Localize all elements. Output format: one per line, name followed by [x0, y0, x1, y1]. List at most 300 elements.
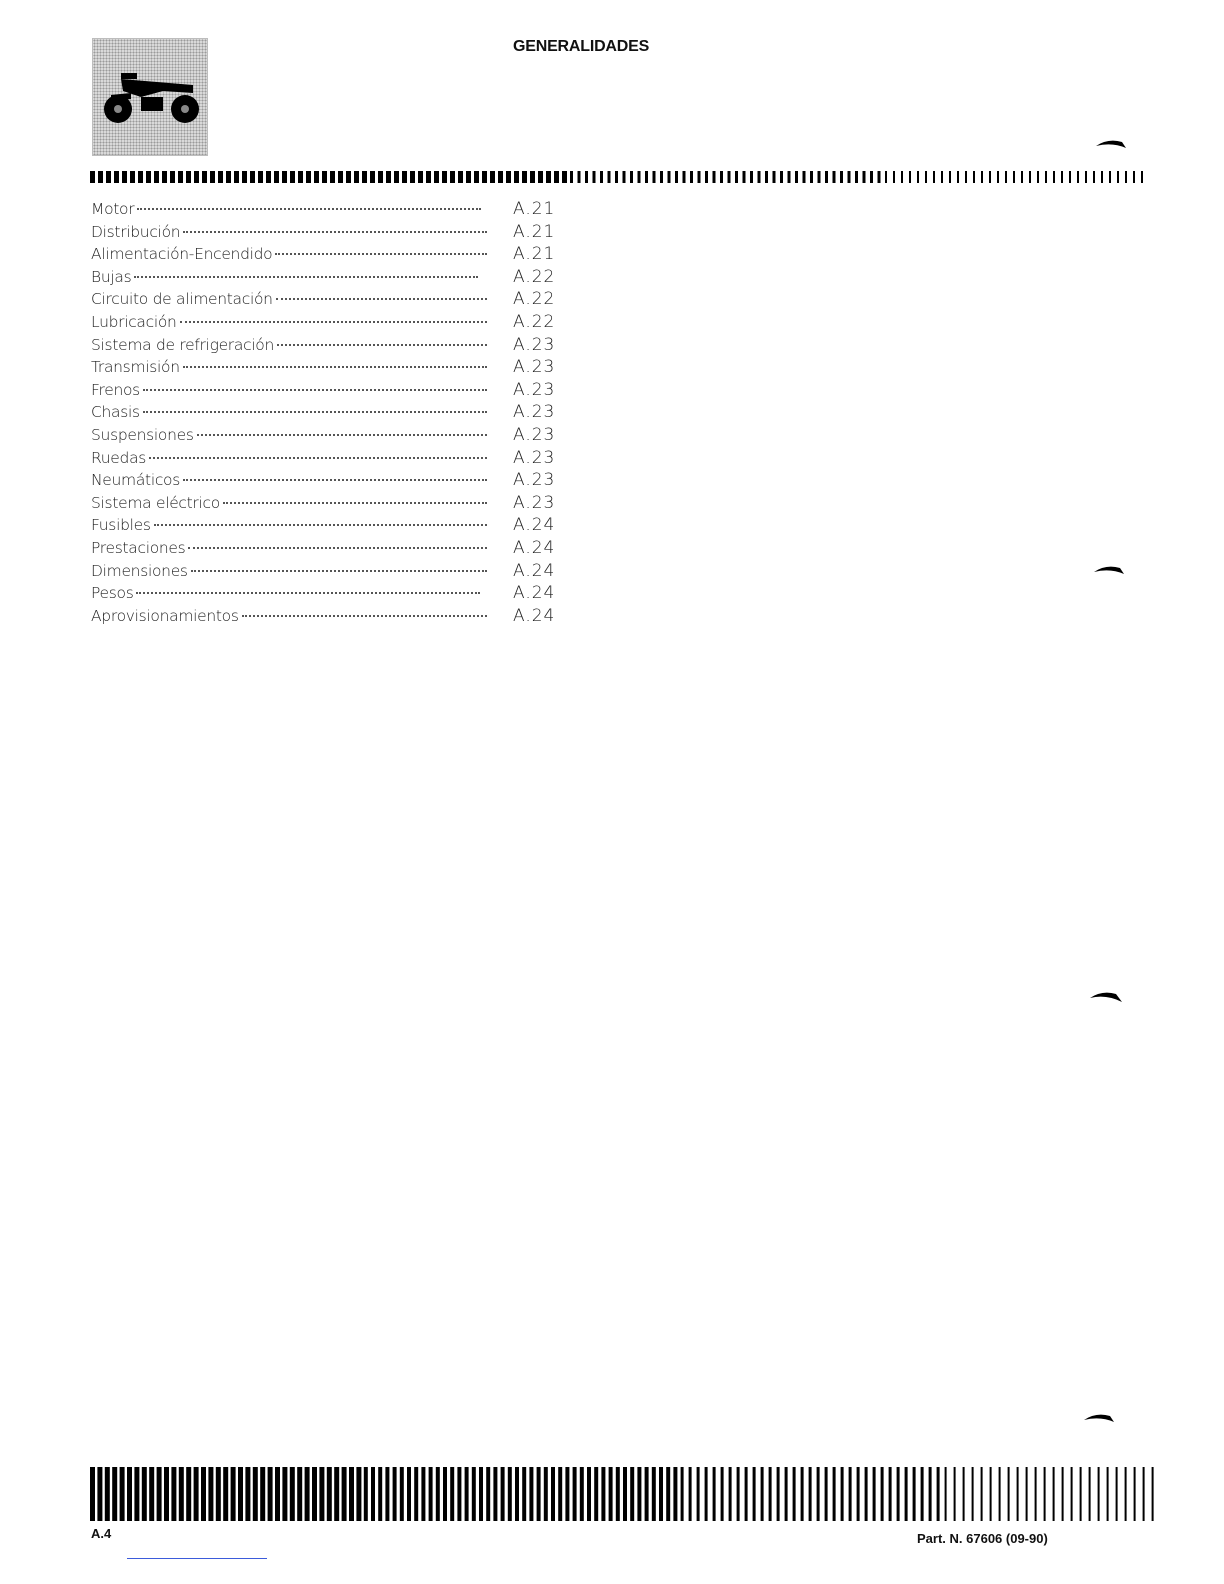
- rule-bar: [466, 171, 471, 183]
- rule-bar: [202, 171, 207, 183]
- rule-bar: [885, 171, 887, 183]
- logo-box: [92, 38, 208, 156]
- rule-bar: [434, 171, 439, 183]
- rule-bar: [925, 171, 927, 183]
- rule-bar: [645, 171, 648, 183]
- rule-bar: [1021, 171, 1023, 183]
- rule-bar: [773, 171, 776, 183]
- rule-bar: [170, 171, 175, 183]
- band-bar: [275, 1467, 280, 1521]
- rule-bar: [957, 171, 959, 183]
- band-bar: [761, 1467, 764, 1521]
- toc-entry-page: A.22: [513, 289, 556, 310]
- toc-entry-title: Lubricación: [91, 312, 177, 331]
- rule-bar: [1109, 171, 1111, 183]
- rule-bar: [690, 171, 693, 183]
- band-bar: [134, 1467, 139, 1521]
- rule-bar: [402, 171, 407, 183]
- rule-bar: [218, 171, 223, 183]
- band-bar: [721, 1467, 724, 1521]
- rule-bar: [788, 171, 791, 183]
- band-bar: [972, 1467, 974, 1521]
- toc-leader-dots: [183, 478, 487, 481]
- band-bar: [385, 1467, 389, 1521]
- band-bar: [689, 1467, 692, 1521]
- band-bar: [652, 1467, 656, 1521]
- rule-bar: [1133, 171, 1135, 183]
- band-bar: [873, 1467, 876, 1521]
- band-bar: [522, 1467, 526, 1521]
- band-bar: [105, 1467, 110, 1521]
- band-bar: [414, 1467, 418, 1521]
- band-bar: [705, 1467, 708, 1521]
- rule-bar: [973, 171, 975, 183]
- toc-entry: [91, 424, 556, 447]
- rule-bar: [234, 171, 239, 183]
- toc-leader-dots: [180, 320, 487, 323]
- rule-bar: [997, 171, 999, 183]
- rule-bar: [274, 171, 279, 183]
- band-bar: [112, 1467, 117, 1521]
- rule-bar: [498, 171, 503, 183]
- band-bar: [1134, 1467, 1136, 1521]
- toc-leader-dots: [188, 546, 487, 549]
- rule-bar: [765, 171, 768, 183]
- band-bar: [260, 1467, 265, 1521]
- toc-entry: [91, 469, 556, 492]
- band-bar: [120, 1467, 125, 1521]
- band-bar: [889, 1467, 892, 1521]
- toc-entry-title: Sistema de refrigeración: [91, 335, 275, 354]
- registration-mark: [1082, 1410, 1118, 1424]
- rule-bar: [833, 171, 836, 183]
- band-bar: [231, 1467, 236, 1521]
- band-bar: [297, 1467, 302, 1521]
- rule-bar: [146, 171, 151, 183]
- band-bar: [849, 1467, 852, 1521]
- band-bar: [290, 1467, 295, 1521]
- band-bar: [937, 1467, 940, 1521]
- rule-bar: [1053, 171, 1055, 183]
- band-bar: [825, 1467, 828, 1521]
- band-bar: [238, 1467, 243, 1521]
- toc-leader-dots: [154, 523, 487, 526]
- rule-bar: [585, 171, 588, 183]
- rule-bar: [1141, 171, 1143, 183]
- rule-bar: [653, 171, 656, 183]
- toc-entry: [91, 198, 556, 221]
- toc-entry: [91, 605, 556, 628]
- rule-bar: [698, 171, 701, 183]
- toc-entry-page: A.21: [513, 199, 556, 219]
- rule-bar: [514, 171, 519, 183]
- toc-entry-title: Circuito de alimentación: [91, 290, 273, 309]
- toc-entry-title: Motor: [91, 200, 135, 218]
- rule-bar: [450, 171, 455, 183]
- toc-entry-title: Ruedas: [91, 448, 147, 467]
- band-bar: [97, 1467, 102, 1521]
- band-bar: [1062, 1467, 1064, 1521]
- rule-bar: [660, 171, 663, 183]
- band-bar: [157, 1467, 162, 1521]
- band-bar: [1053, 1467, 1055, 1521]
- band-bar: [645, 1467, 649, 1521]
- toc-entry-page: A.23: [513, 402, 556, 423]
- rule-bar: [810, 171, 813, 183]
- band-bar: [312, 1467, 317, 1521]
- toc-entry: [91, 582, 556, 605]
- band-bar: [529, 1467, 533, 1521]
- toc-entry: [91, 243, 556, 266]
- rule-bar: [1061, 171, 1063, 183]
- band-bar: [630, 1467, 634, 1521]
- toc-entry-page: A.23: [513, 470, 556, 491]
- rule-bar: [554, 171, 559, 183]
- band-bar: [865, 1467, 868, 1521]
- toc-entry-title: Neumáticos: [91, 471, 181, 490]
- band-bar: [1044, 1467, 1046, 1521]
- band-bar: [905, 1467, 908, 1521]
- rule-bar: [623, 171, 626, 183]
- rule-bar: [933, 171, 935, 183]
- toc-entry-title: Chasis: [91, 403, 140, 422]
- registration-mark: [1088, 988, 1126, 1004]
- rule-bar: [322, 171, 327, 183]
- band-bar: [881, 1467, 884, 1521]
- rule-bar: [720, 171, 723, 183]
- rule-bar: [186, 171, 191, 183]
- part-number: Part. N. 67606 (09-90): [917, 1531, 1048, 1546]
- band-bar: [897, 1467, 900, 1521]
- band-bar: [673, 1467, 677, 1521]
- toc-leader-dots: [143, 388, 487, 391]
- band-bar: [1116, 1467, 1118, 1521]
- band-bar: [945, 1467, 947, 1521]
- rule-bar: [989, 171, 991, 183]
- rule-bar: [306, 171, 311, 183]
- band-bar: [990, 1467, 992, 1521]
- toc-entry-page: A.24: [513, 560, 556, 581]
- toc-entry-title: Distribución: [91, 222, 181, 241]
- band-bar: [479, 1467, 483, 1521]
- rule-bar: [482, 171, 487, 183]
- toc-entry: [91, 221, 556, 244]
- band-bar: [981, 1467, 983, 1521]
- rule-bar: [1037, 171, 1039, 183]
- rule-bar: [578, 171, 581, 183]
- band-bar: [697, 1467, 700, 1521]
- rule-bar: [870, 171, 873, 183]
- rule-bar: [728, 171, 731, 183]
- band-bar: [713, 1467, 716, 1521]
- rule-bar: [474, 171, 479, 183]
- toc-entry-title: Prestaciones: [91, 538, 186, 557]
- rule-bar: [354, 171, 359, 183]
- band-bar: [921, 1467, 924, 1521]
- band-bar: [364, 1467, 368, 1521]
- rule-bar: [226, 171, 231, 183]
- rule-bar: [941, 171, 943, 183]
- rule-bar: [506, 171, 511, 183]
- toc-entry: [91, 288, 556, 311]
- rule-bar: [298, 171, 303, 183]
- band-bar: [208, 1467, 213, 1521]
- band-bar: [769, 1467, 772, 1521]
- rule-bar: [758, 171, 761, 183]
- band-bar: [90, 1467, 95, 1521]
- band-bar: [558, 1467, 562, 1521]
- band-bar: [659, 1467, 663, 1521]
- toc-entry-page: A.24: [513, 583, 556, 604]
- band-bar: [342, 1467, 347, 1521]
- band-bar: [1107, 1467, 1109, 1521]
- toc-entry-page: A.22: [513, 311, 556, 332]
- toc-entry: [91, 334, 556, 357]
- band-bar: [127, 1467, 132, 1521]
- toc-entry: [91, 560, 556, 583]
- toc-entry-title: Sistema eléctrico: [91, 493, 220, 512]
- band-bar: [833, 1467, 836, 1521]
- toc-entry: [91, 379, 556, 402]
- toc-leader-dots: [191, 569, 487, 572]
- rule-bar: [290, 171, 295, 183]
- rule-bar: [893, 171, 895, 183]
- band-bar: [349, 1467, 354, 1521]
- band-bar: [809, 1467, 812, 1521]
- band-bar: [201, 1467, 206, 1521]
- band-bar: [493, 1467, 497, 1521]
- rule-bar: [825, 171, 828, 183]
- toc-entry-page: A.23: [513, 334, 556, 355]
- toc-entry-page: A.23: [513, 447, 556, 468]
- rule-bar: [162, 171, 167, 183]
- toc-entry-title: Pesos: [91, 584, 134, 603]
- rule-bar: [546, 171, 551, 183]
- rule-bar: [562, 171, 567, 183]
- top-barcode-rule: [90, 170, 1150, 184]
- toc-entry: [91, 492, 556, 515]
- rule-bar: [675, 171, 678, 183]
- rule-bar: [250, 171, 255, 183]
- toc-entry: [91, 514, 556, 537]
- band-bar: [282, 1467, 287, 1521]
- rule-bar: [735, 171, 738, 183]
- band-bar: [729, 1467, 732, 1521]
- band-bar: [515, 1467, 519, 1521]
- rule-bar: [282, 171, 287, 183]
- band-bar: [450, 1467, 454, 1521]
- band-bar: [999, 1467, 1001, 1521]
- rule-bar: [917, 171, 919, 183]
- band-bar: [801, 1467, 804, 1521]
- band-bar: [1125, 1467, 1127, 1521]
- toc-entry: [91, 537, 556, 560]
- rule-bar: [98, 171, 103, 183]
- rule-bar: [1077, 171, 1079, 183]
- band-bar: [601, 1467, 605, 1521]
- rule-bar: [410, 171, 415, 183]
- toc-leader-dots: [276, 297, 487, 300]
- rule-bar: [668, 171, 671, 183]
- toc-entry-page: A.24: [513, 515, 556, 536]
- rule-bar: [1101, 171, 1103, 183]
- rule-bar: [713, 171, 716, 183]
- rule-bar: [426, 171, 431, 183]
- rule-bar: [258, 171, 263, 183]
- rule-bar: [194, 171, 199, 183]
- rule-bar: [848, 171, 851, 183]
- registration-mark: [1094, 136, 1130, 150]
- band-bar: [1089, 1467, 1091, 1521]
- band-bar: [913, 1467, 916, 1521]
- rule-bar: [1085, 171, 1087, 183]
- toc-entry-page: A.23: [513, 492, 556, 513]
- rule-bar: [266, 171, 271, 183]
- band-bar: [745, 1467, 748, 1521]
- rule-bar: [418, 171, 423, 183]
- bottom-barcode-band: [90, 1467, 1158, 1525]
- rule-bar: [965, 171, 967, 183]
- rule-bar: [818, 171, 821, 183]
- band-bar: [429, 1467, 433, 1521]
- band-bar: [929, 1467, 932, 1521]
- rule-bar: [210, 171, 215, 183]
- band-bar: [407, 1467, 411, 1521]
- toc-leader-dots: [136, 591, 480, 594]
- rule-bar: [795, 171, 798, 183]
- registration-mark: [1092, 562, 1128, 576]
- band-bar: [1008, 1467, 1010, 1521]
- toc-entry-title: Suspensiones: [91, 425, 194, 444]
- rule-bar: [743, 171, 746, 183]
- rule-bar: [803, 171, 806, 183]
- rule-bar: [130, 171, 135, 183]
- band-bar: [793, 1467, 796, 1521]
- rule-bar: [750, 171, 753, 183]
- rule-bar: [615, 171, 618, 183]
- toc-entry: [91, 356, 556, 379]
- rule-bar: [1005, 171, 1007, 183]
- band-bar: [216, 1467, 221, 1521]
- rule-bar: [442, 171, 447, 183]
- rule-bar: [1117, 171, 1119, 183]
- rule-bar: [370, 171, 375, 183]
- rule-bar: [90, 171, 95, 183]
- rule-bar: [314, 171, 319, 183]
- band-bar: [681, 1467, 684, 1521]
- band-bar: [149, 1467, 154, 1521]
- band-bar: [666, 1467, 670, 1521]
- band-bar: [537, 1467, 541, 1521]
- band-bar: [841, 1467, 844, 1521]
- band-bar: [356, 1467, 361, 1521]
- toc-entry: [91, 447, 556, 470]
- band-bar: [378, 1467, 382, 1521]
- rule-bar: [638, 171, 641, 183]
- toc-leader-dots: [275, 252, 487, 255]
- toc-leader-dots: [143, 410, 487, 413]
- rule-bar: [981, 171, 983, 183]
- band-bar: [1026, 1467, 1028, 1521]
- band-bar: [186, 1467, 191, 1521]
- rule-bar: [1029, 171, 1031, 183]
- rule-bar: [490, 171, 495, 183]
- band-bar: [179, 1467, 184, 1521]
- rule-bar: [1045, 171, 1047, 183]
- rule-bar: [114, 171, 119, 183]
- band-bar: [194, 1467, 199, 1521]
- rule-bar: [458, 171, 463, 183]
- rule-bar: [242, 171, 247, 183]
- rule-bar: [362, 171, 367, 183]
- rule-bar: [1093, 171, 1095, 183]
- band-bar: [371, 1467, 375, 1521]
- band-bar: [1143, 1467, 1145, 1521]
- rule-bar: [378, 171, 383, 183]
- rule-bar: [1069, 171, 1071, 183]
- page-number: A.4: [91, 1526, 112, 1541]
- rule-bar: [138, 171, 143, 183]
- toc-leader-dots: [149, 456, 487, 459]
- toc-entry-title: Fusibles: [91, 516, 151, 535]
- rule-bar: [780, 171, 783, 183]
- toc-entry-page: A.23: [513, 424, 556, 445]
- band-bar: [857, 1467, 860, 1521]
- toc-entry-title: Bujas: [91, 267, 132, 286]
- rule-bar: [630, 171, 633, 183]
- rule-bar: [338, 171, 343, 183]
- band-bar: [1152, 1467, 1154, 1521]
- table-of-contents: [91, 198, 561, 627]
- rule-bar: [106, 171, 111, 183]
- band-bar: [580, 1467, 584, 1521]
- band-bar: [954, 1467, 956, 1521]
- toc-entry-page: A.21: [513, 244, 556, 265]
- rule-bar: [855, 171, 858, 183]
- band-bar: [393, 1467, 397, 1521]
- rule-bar: [705, 171, 708, 183]
- band-bar: [253, 1467, 258, 1521]
- band-bar: [1017, 1467, 1019, 1521]
- band-bar: [171, 1467, 176, 1521]
- band-bar: [623, 1467, 627, 1521]
- rule-bar: [608, 171, 611, 183]
- toc-entry-page: A.21: [513, 221, 556, 242]
- band-bar: [421, 1467, 425, 1521]
- toc-leader-dots: [277, 343, 487, 346]
- rule-bar: [840, 171, 843, 183]
- rule-bar: [522, 171, 527, 183]
- toc-entry-page: A.22: [513, 266, 556, 287]
- band-bar: [436, 1467, 440, 1521]
- band-bar: [245, 1467, 250, 1521]
- footer-underline: [127, 1558, 267, 1559]
- band-bar: [486, 1467, 490, 1521]
- toc-leader-dots: [134, 275, 478, 278]
- rule-bar: [683, 171, 686, 183]
- rule-bar: [863, 171, 866, 183]
- band-bar: [785, 1467, 788, 1521]
- toc-leader-dots: [137, 207, 481, 210]
- toc-leader-dots: [197, 433, 487, 436]
- toc-entry: [91, 266, 556, 289]
- motorcycle-icon: [101, 69, 201, 133]
- band-bar: [777, 1467, 780, 1521]
- toc-entry-page: A.24: [513, 605, 556, 626]
- rule-bar: [538, 171, 543, 183]
- band-bar: [400, 1467, 404, 1521]
- rule-bar: [154, 171, 159, 183]
